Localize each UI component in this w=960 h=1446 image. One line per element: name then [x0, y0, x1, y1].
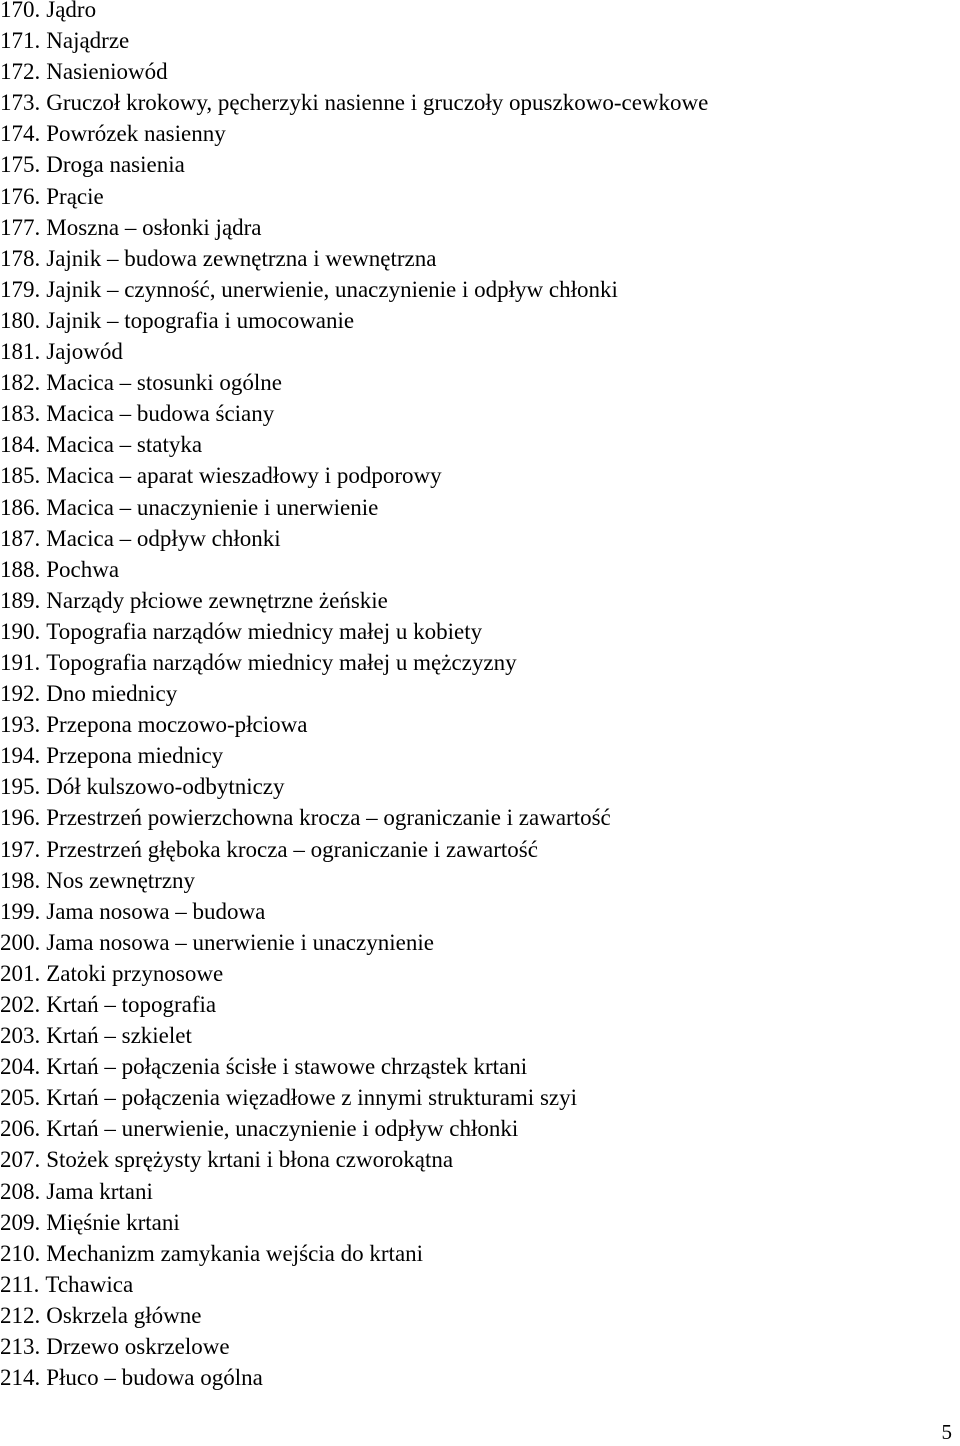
item-number: 194.: [0, 743, 41, 769]
item-number: 197.: [0, 836, 41, 862]
item-number: 186.: [0, 494, 41, 520]
list-item: [0, 1300, 708, 1331]
list-item: [0, 1082, 708, 1113]
item-text: Najądrze: [46, 28, 130, 54]
list-item: [0, 802, 708, 833]
item-number: 209.: [0, 1209, 41, 1235]
item-number: 171.: [0, 28, 41, 54]
item-number: 172.: [0, 59, 41, 85]
item-text: Dół kulszowo-odbytniczy: [46, 774, 285, 800]
list-item: [0, 1362, 708, 1393]
item-number: 213.: [0, 1334, 41, 1360]
item-number: 206.: [0, 1116, 41, 1142]
item-text: Tchawica: [45, 1271, 134, 1297]
list-item: [0, 523, 708, 554]
item-number: 196.: [0, 805, 41, 831]
list-item: [0, 834, 708, 865]
list-item: [0, 243, 708, 274]
item-text: Krtań – szkielet: [46, 1023, 192, 1049]
item-number: 170.: [0, 0, 41, 22]
item-number: 201.: [0, 960, 41, 986]
item-number: 184.: [0, 432, 41, 458]
item-text: Jama nosowa – unerwienie i unaczynienie: [46, 929, 434, 955]
item-number: 173.: [0, 90, 41, 116]
item-text: Mięśnie krtani: [46, 1209, 180, 1235]
list-item: [0, 181, 708, 212]
item-number: 199.: [0, 898, 41, 924]
list-item: [0, 0, 708, 25]
item-number: 210.: [0, 1240, 41, 1266]
list-item: [0, 336, 708, 367]
item-number: 185.: [0, 463, 41, 489]
item-number: 176.: [0, 183, 41, 209]
item-number: 189.: [0, 587, 41, 613]
list-item: [0, 1020, 708, 1051]
list-item: [0, 647, 708, 678]
list-item: [0, 25, 708, 56]
item-text: Drzewo oskrzelowe: [46, 1334, 230, 1360]
item-text: Nos zewnętrzny: [46, 867, 196, 893]
list-item: [0, 1144, 708, 1175]
item-text: Mechanizm zamykania wejścia do krtani: [46, 1240, 424, 1266]
list-item: [0, 274, 708, 305]
item-number: 214.: [0, 1365, 41, 1391]
item-number: 200.: [0, 929, 41, 955]
item-number: 183.: [0, 401, 41, 427]
item-text: Narządy płciowe zewnętrzne żeńskie: [46, 587, 388, 613]
item-text: Przestrzeń powierzchowna krocza – ograniczanie i zawartość: [46, 805, 611, 831]
list-item: [0, 709, 708, 740]
list-item: [0, 616, 708, 647]
item-text: Zatoki przynosowe: [46, 960, 224, 986]
item-number: 192.: [0, 681, 41, 707]
item-number: 182.: [0, 370, 41, 396]
item-text: Nasieniowód: [46, 59, 168, 85]
item-text: Dno miednicy: [46, 681, 178, 707]
item-text: Gruczoł krokowy, pęcherzyki nasienne i gruczoły opuszkowo-cewkowe: [46, 90, 709, 116]
list-item: [0, 896, 708, 927]
item-text: Jajnik – budowa zewnętrzna i wewnętrzna: [46, 245, 437, 271]
list-item: [0, 740, 708, 771]
list-item: [0, 989, 708, 1020]
item-number: 188.: [0, 556, 41, 582]
list-item: [0, 958, 708, 989]
item-number: 177.: [0, 214, 41, 240]
item-text: Macica – aparat wieszadłowy i podporowy: [46, 463, 442, 489]
item-number: 207.: [0, 1147, 41, 1173]
list-item: [0, 429, 708, 460]
list-item: [0, 1331, 708, 1362]
item-text: Topografia narządów miednicy małej u kobiety: [46, 618, 483, 644]
item-text: Pochwa: [46, 556, 120, 582]
item-number: 174.: [0, 121, 41, 147]
item-number: 204.: [0, 1054, 41, 1080]
item-text: Prącie: [46, 183, 104, 209]
item-number: 212.: [0, 1302, 41, 1328]
item-text: Stożek sprężysty krtani i błona czworokątna: [46, 1147, 454, 1173]
list-item: [0, 460, 708, 491]
item-number: 211.: [0, 1271, 40, 1297]
item-text: Płuco – budowa ogólna: [46, 1365, 263, 1391]
list-item: [0, 212, 708, 243]
item-number: 178.: [0, 245, 41, 271]
item-number: 195.: [0, 774, 41, 800]
item-text: Przestrzeń głęboka krocza – ograniczanie i zawartość: [46, 836, 538, 862]
item-text: Krtań – topografia: [46, 992, 217, 1017]
item-number: 202.: [0, 992, 41, 1017]
list-item: [0, 367, 708, 398]
item-text: Macica – stosunki ogólne: [46, 370, 282, 396]
list-item: [0, 87, 708, 118]
item-number: 190.: [0, 618, 41, 644]
list-item: [0, 492, 708, 523]
item-number: 175.: [0, 152, 41, 178]
list-item: [0, 865, 708, 896]
page-number: 5: [941, 1420, 952, 1444]
item-number: 198.: [0, 867, 41, 893]
list-item: [0, 927, 708, 958]
item-number: 208.: [0, 1178, 41, 1204]
item-text: Macica – statyka: [46, 432, 203, 458]
item-text: Przepona miednicy: [46, 743, 224, 769]
list-item: [0, 305, 708, 336]
item-number: 179.: [0, 276, 41, 302]
item-text: Jajowód: [46, 339, 123, 365]
item-number: 203.: [0, 1023, 41, 1049]
item-text: Jajnik – topografia i umocowanie: [46, 307, 355, 333]
list-item: [0, 1207, 708, 1238]
item-text: Krtań – unerwienie, unaczynienie i odpływ chłonki: [46, 1116, 519, 1142]
item-text: Powrózek nasienny: [46, 121, 226, 147]
item-text: Macica – odpływ chłonki: [46, 525, 281, 551]
item-number: 187.: [0, 525, 41, 551]
list-item: [0, 1113, 708, 1144]
item-text: Oskrzela główne: [46, 1302, 202, 1328]
list-item: [0, 585, 708, 616]
list-item: [0, 1269, 708, 1300]
list-item: [0, 771, 708, 802]
list-item: [0, 149, 708, 180]
list-item: [0, 398, 708, 429]
item-text: Przepona moczowo-płciowa: [46, 712, 308, 738]
list-item: [0, 56, 708, 87]
list-item: [0, 1051, 708, 1082]
item-number: 181.: [0, 339, 41, 365]
list-item: [0, 678, 708, 709]
item-number: 193.: [0, 712, 41, 738]
item-text: Droga nasienia: [46, 152, 185, 178]
list-item: [0, 1176, 708, 1207]
item-number: 205.: [0, 1085, 41, 1111]
item-number: 191.: [0, 649, 41, 675]
item-number: 180.: [0, 307, 41, 333]
item-text: Krtań – połączenia ścisłe i stawowe chrząstek krtani: [46, 1054, 528, 1080]
list-item: [0, 1238, 708, 1269]
item-text: Krtań – połączenia więzadłowe z innymi strukturami szyi: [46, 1085, 577, 1111]
item-text: Jama nosowa – budowa: [46, 898, 266, 924]
item-text: Moszna – osłonki jądra: [46, 214, 262, 240]
item-text: Jądro: [46, 0, 97, 22]
item-text: Macica – budowa ściany: [46, 401, 275, 427]
item-text: Jama krtani: [46, 1178, 153, 1204]
item-text: Jajnik – czynność, unerwienie, unaczynienie i odpływ chłonki: [46, 276, 618, 302]
list-item: [0, 118, 708, 149]
item-text: Topografia narządów miednicy małej u mężczyzny: [46, 649, 517, 675]
list-item: [0, 554, 708, 585]
item-text: Macica – unaczynienie i unerwienie: [46, 494, 379, 520]
